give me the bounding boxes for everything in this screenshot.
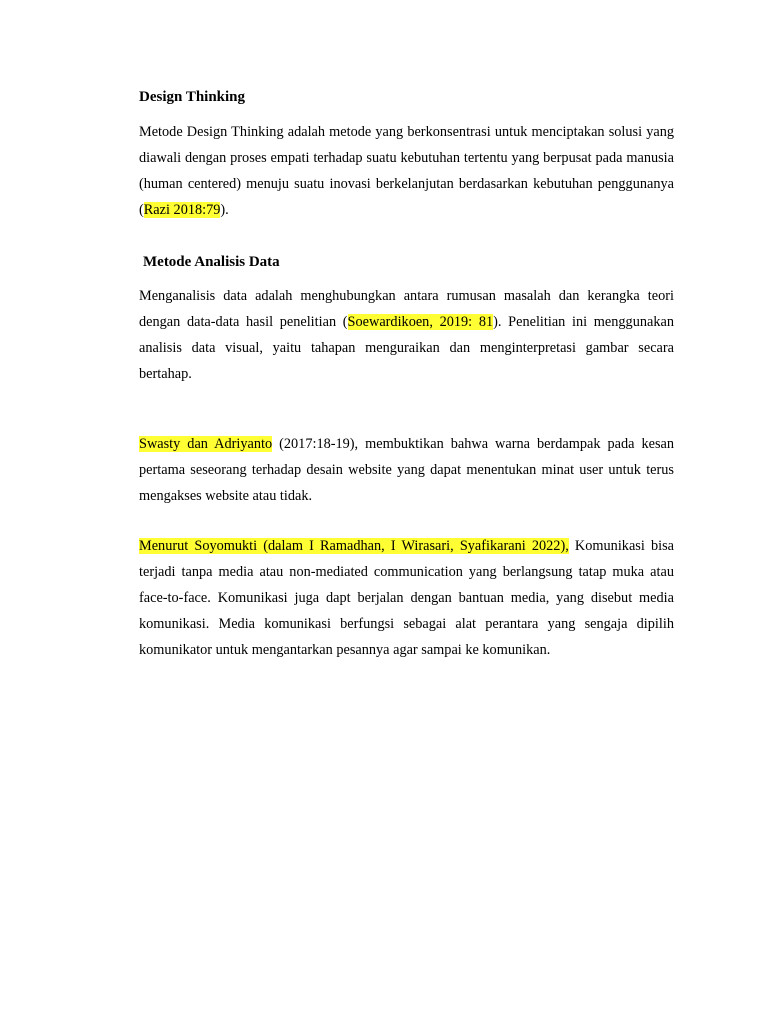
paragraph-text: Metode Design Thinking adalah metode yang berkonsentrasi untuk menciptakan solusi yang diawali dengan proses empati terhadap suatu kebutuhan tertentu yang berpusat pada manusia (human centered) menuju suatu inovasi berkelanjutan berdasarkan kebutuhan penggunanya (: [139, 124, 674, 218]
paragraph-text: ).: [220, 201, 229, 218]
paragraph-design-thinking: [139, 120, 674, 224]
paragraph-analisis-data: [139, 284, 674, 388]
paragraph-swasty: [139, 432, 674, 510]
paragraph-text: (2017:18-19), membuktikan bahwa warna berdampak pada kesan pertama seseorang terhadap desain website yang dapat menentukan minat user untuk terus mengakses website atau tidak.: [139, 436, 674, 504]
heading-design-thinking: Design Thinking: [139, 89, 246, 105]
citation-highlight: Swasty dan Adriyanto: [139, 436, 273, 452]
heading-metode-analisis-data: Metode Analisis Data: [143, 254, 280, 270]
citation-highlight: Razi 2018:79: [143, 201, 221, 218]
paragraph-soyomukti: [139, 534, 674, 664]
paragraph-text: Menganalisis data adalah menghubungkan antara rumusan masalah dan kerangka teori dengan data-data hasil penelitian (: [139, 288, 674, 330]
paragraph-text: Komunikasi bisa terjadi tanpa media atau non-mediated communication yang berlangsung tatap muka atau face-to-face. Komunikasi juga dapt berjalan dengan bantuan media, yang disebut media komunikasi. Media komunikasi berfungsi sebagai alat perantara yang sengaja dipilih komunikator untuk mengantarkan pesannya agar sampai ke komunikan.: [139, 538, 674, 658]
paragraph-text: ). Penelitian ini menggunakan analisis data visual, yaitu tahapan menguraikan dan menginterpretasi gambar secara bertahap.: [139, 313, 674, 382]
citation-highlight: Soewardikoen, 2019: 81: [347, 313, 494, 330]
citation-highlight: Menurut Soyomukti (dalam I Ramadhan, I Wirasari, Syafikarani 2022),: [139, 538, 569, 554]
